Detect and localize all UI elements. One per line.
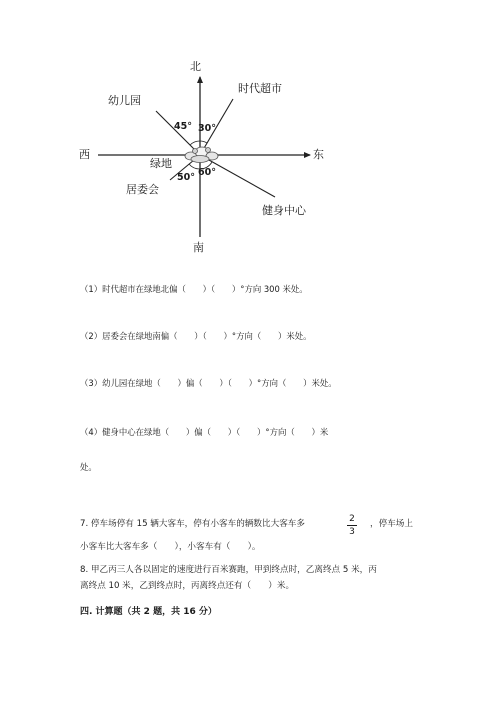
angle-nw-label: 45° (174, 121, 192, 132)
fraction-denominator: 3 (349, 527, 355, 537)
fraction-numerator: 2 (349, 514, 355, 524)
south-label: 南 (193, 241, 204, 254)
supermarket-label: 时代超市 (238, 82, 282, 95)
problem-7-line-1a: 7. 停车场停有 15 辆大客车，停有小客车的辆数比大客车多 (80, 519, 305, 529)
arc-nw (190, 141, 200, 145)
fraction-two-thirds (345, 514, 359, 537)
direction-diagram (70, 55, 340, 265)
angle-ne-label: 30° (198, 123, 216, 134)
question-4: （4）健身中心在绿地（ ）偏（ ）（ ）°方向（ ）米 (80, 427, 329, 437)
direction-diagram-lines (70, 55, 340, 265)
green-space-label: 绿地 (150, 157, 172, 170)
green-space-icon (185, 147, 218, 163)
angle-sw-label: 50° (177, 172, 195, 183)
question-3: （3）幼儿园在绿地（ ）偏（ ）（ ）°方向（ ）米处。 (80, 378, 337, 388)
question-2: （2）居委会在绿地南偏（ ）（ ）°方向（ ）米处。 (80, 331, 312, 341)
question-4-continued: 处。 (80, 462, 97, 472)
fraction-bar (347, 525, 357, 526)
kindergarten-label: 幼儿园 (108, 94, 141, 107)
arc-ne (200, 141, 207, 143)
problem-8-line-1: 8. 甲乙丙三人各以固定的速度进行百米赛跑，甲到终点时，乙离终点 5 米，丙 (80, 565, 377, 575)
north-label: 北 (190, 60, 201, 73)
east-label: 东 (313, 148, 324, 161)
ray-kindergarten (156, 111, 200, 155)
section-title: 四. 计算题（共 2 题，共 16 分） (80, 607, 217, 617)
west-label: 西 (79, 148, 90, 161)
problem-8-line-2: 离终点 10 米，乙到终点时，丙离终点还有（ ）米。 (80, 581, 295, 591)
problem-7-line-1b: ，停车场上 (370, 519, 413, 529)
angle-se-label: 60° (198, 167, 216, 178)
question-1: （1）时代超市在绿地北偏（ ）（ ）°方向 300 米处。 (80, 284, 308, 294)
fitness-center-label: 健身中心 (262, 204, 306, 217)
problem-7-line-2: 小客车比大客车多（ ），小客车有（ ）。 (80, 542, 261, 552)
committee-label: 居委会 (126, 183, 159, 196)
